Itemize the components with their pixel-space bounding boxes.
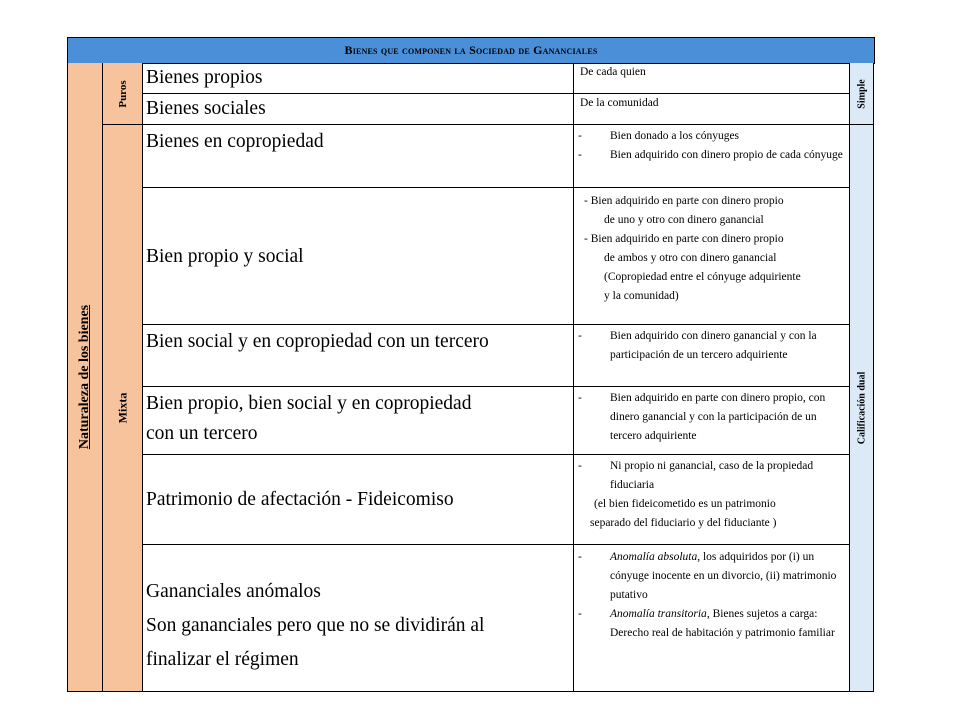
mixta-group: [103, 125, 143, 692]
row-name-text: Bienes propios: [146, 67, 263, 88]
row-desc-bienes-sociales: [574, 94, 850, 125]
row-name-bienes-sociales: [143, 94, 574, 125]
desc-line: y la comunidad): [604, 290, 679, 302]
table-header: [67, 37, 875, 64]
mixta-label: Mixta: [115, 392, 129, 424]
row-desc-list: [574, 545, 849, 643]
naturaleza-column: [67, 63, 103, 692]
row-name-social-copropiedad: [143, 325, 574, 387]
row-desc-anomalos: [574, 545, 850, 692]
list-item: - Bien adquirido con dinero ganancial y con la participación de un tercero adquiriente: [574, 327, 843, 365]
row-name-line: Son gananciales pero que no se dividirán al: [146, 615, 485, 636]
row-name-text: Bienes sociales: [146, 98, 266, 119]
desc-line: de ambos y otro con dinero ganancial: [604, 252, 777, 264]
anomalia-term: Anomalía absoluta: [610, 551, 698, 563]
row-name-line: con un tercero: [146, 423, 258, 444]
desc-line: de uno y otro con dinero ganancial: [604, 214, 764, 226]
naturaleza-label: Naturaleza de los bienes: [77, 304, 92, 450]
dual-label: Calificación dual: [856, 371, 867, 445]
row-name-fideicomiso: [143, 455, 574, 545]
row-name-line: Gananciales anómalos: [146, 581, 321, 602]
desc-line: separado del fiduciario y del fiduciante ): [590, 517, 777, 529]
row-desc-text: De la comunidad: [580, 97, 659, 109]
puros-label: Puros: [116, 79, 129, 108]
row-desc-list: [574, 455, 849, 495]
row-desc-propio-social-copropiedad: [574, 387, 850, 455]
anomalia-text: , Bienes sujetos a carga: Derecho real de habitación y patrimonio familiar: [610, 608, 835, 639]
row-name-propio-social-copropiedad: [143, 387, 574, 455]
row-desc-list: [574, 325, 849, 365]
row-name-text: Bien social y en copropiedad con un tercero: [146, 331, 489, 352]
desc-line: - Bien adquirido en parte con dinero propio: [584, 195, 784, 207]
row-desc-list: [574, 387, 849, 446]
desc-line: (Copropiedad entre el cónyuge adquiriente: [604, 271, 801, 283]
row-name-text: [143, 545, 573, 677]
row-desc-propio-social: [574, 188, 850, 325]
dual-column: [850, 125, 874, 692]
list-item: [574, 548, 847, 605]
row-desc-social-copropiedad: [574, 325, 850, 387]
list-item: - Bien adquirido en parte con dinero propio, con dinero ganancial y con la participación de un tercero adquiriente: [574, 389, 843, 446]
desc-line: - Bien adquirido en parte con dinero propio: [584, 233, 784, 245]
table-title: Bienes que componen la Sociedad de Gananciales: [344, 43, 598, 57]
anomalia-term: Anomalía transitoria: [610, 608, 707, 620]
row-desc-copropiedad: [574, 125, 850, 188]
row-name-text: Bienes en copropiedad: [146, 131, 324, 152]
list-item: - Bien adquirido con dinero propio de cada cónyuge: [574, 146, 843, 165]
row-name-line: Bien propio, bien social y en copropiedad: [146, 393, 472, 414]
row-desc-fideicomiso: [574, 455, 850, 545]
row-desc-text: De cada quien: [580, 66, 646, 78]
row-desc-text: [574, 188, 849, 306]
row-name-anomalos: [143, 545, 574, 692]
list-item: - Bien donado a los cónyuges: [574, 127, 843, 146]
simple-label: Simple: [856, 78, 867, 109]
anomalia-text: , los adquiridos por (i) un cónyuge inocente en un divorcio, (ii) matrimonio putativo: [610, 551, 837, 601]
row-name-propio-social: [143, 188, 574, 325]
row-name-copropiedad: [143, 125, 574, 188]
row-name-text: Patrimonio de afectación - Fideicomiso: [146, 489, 454, 510]
list-item: - Ni propio ni ganancial, caso de la propiedad fiduciaria: [574, 457, 839, 495]
puros-group: [103, 63, 143, 125]
row-name-text: Bien propio y social: [146, 246, 304, 267]
row-name-text: [143, 387, 573, 449]
desc-line: (el bien fideicometido es un patrimonio: [594, 498, 776, 510]
row-name-bienes-propios: [143, 63, 574, 94]
row-desc-list: [574, 125, 849, 165]
list-item: [574, 605, 847, 643]
row-desc-bienes-propios: [574, 63, 850, 94]
simple-column: [850, 63, 874, 125]
row-name-line: finalizar el régimen: [146, 649, 299, 670]
